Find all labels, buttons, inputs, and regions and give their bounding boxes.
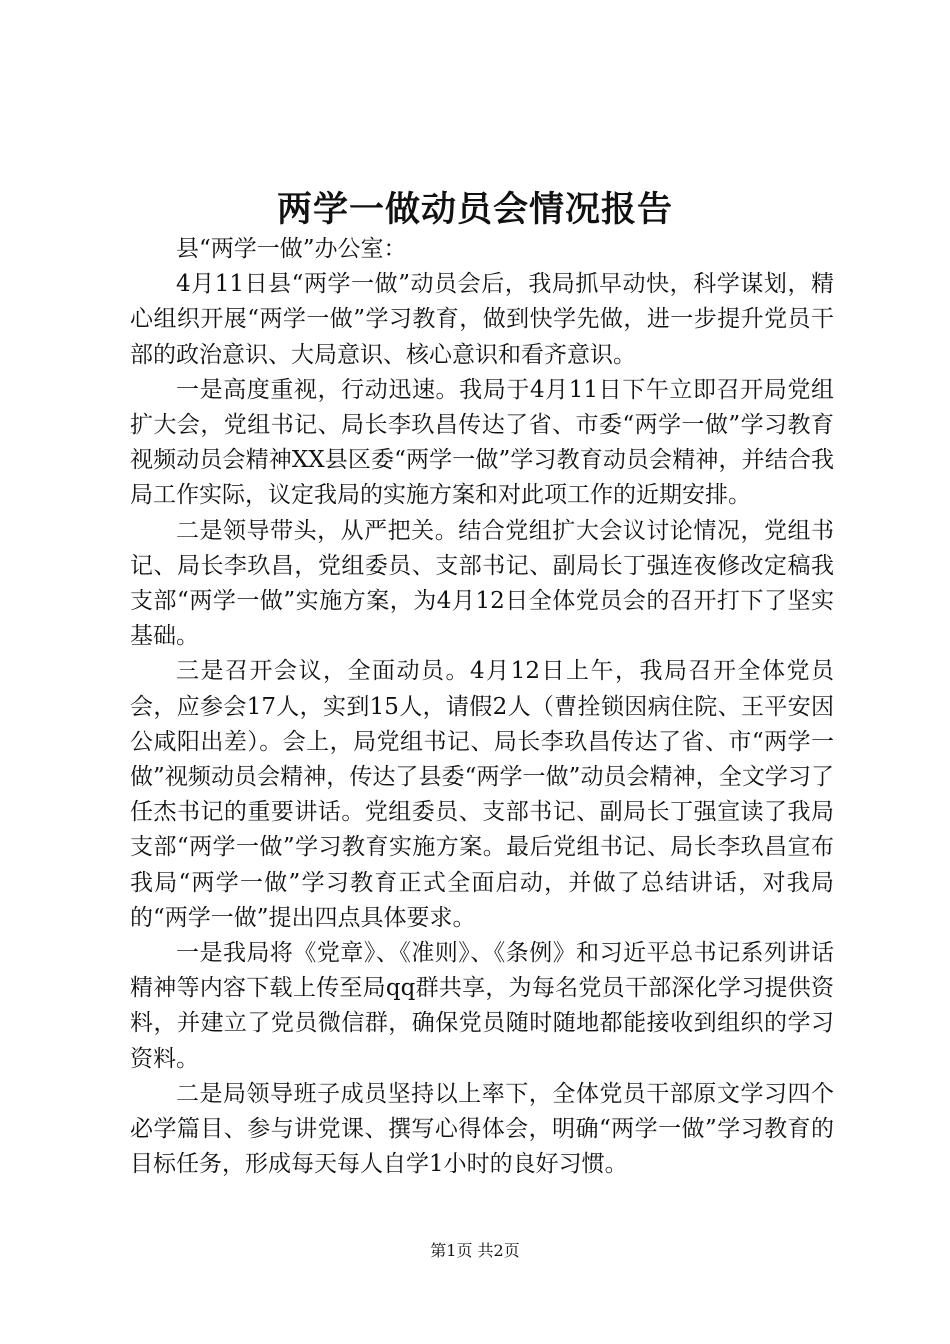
- salutation: 县“两学一做”办公室：: [176, 236, 407, 262]
- paragraph-requirement-2: 二是局领导班子成员坚持以上率下，全体党员干部原文学习四个必学篇目、参与讲党课、撰写心得体会，明确“两学一做”学习教育的目标任务，形成每天每人自学1小时的良好习惯。: [130, 1080, 834, 1178]
- paragraph-point-2: 二是领导带头，从严把关。结合党组扩大会议讨论情况，党组书记、局长李玖昌，党组委员、支部书记、副局长丁强连夜修改定稿我支部“两学一做”实施方案，为4月12日全体党员会的召开打下了坚实基础。: [130, 517, 834, 650]
- paragraph-point-1: 一是高度重视，行动迅速。我局于4月11日下午立即召开局党组扩大会，党组书记、局长李玖昌传达了省、市委“两学一做”学习教育视频动员会精神XX县区委“两学一做”学习教育动员会精神，并结合我局工作实际，议定我局的实施方案和对此项工作的近期安排。: [130, 376, 834, 509]
- paragraph-point-3: 三是召开会议，全面动员。4月12日上午，我局召开全体党员会，应参会17人，实到15人，请假2人（曹拴锁因病住院、王平安因公咸阳出差）。会上，局党组书记、局长李玖昌传达了省、市“两学一做”视频动员会精神，传达了县委“两学一做”动员会精神，全文学习了任杰书记的重要讲话。党组委员、支部书记、副局长丁强宣读了我局支部“两学一做”学习教育实施方案。最后党组书记、局长李玖昌宣布我局“两学一做”学习教育正式全面启动，并做了总结讲话，对我局的“两学一做”提出四点具体要求。: [130, 658, 834, 931]
- paragraph-intro: 4月11日县“两学一做”动员会后，我局抓早动快，科学谋划，精心组织开展“两学一做”学习教育，做到快学先做，进一步提升党员干部的政治意识、大局意识、核心意识和看齐意识。: [130, 271, 834, 368]
- paragraph-requirement-1: 一是我局将《党章》、《准则》、《条例》和习近平总书记系列讲话精神等内容下载上传至局qq群共享，为每名党员干部深化学习提供资料，并建立了党员微信群，确保党员随时随地都能接收到组织的学习资料。: [130, 940, 834, 1072]
- document-body: [130, 232, 834, 1182]
- page-number-footer: 第1页 共2页: [430, 1241, 520, 1260]
- document-title: 两学一做动员会情况报告: [276, 189, 673, 230]
